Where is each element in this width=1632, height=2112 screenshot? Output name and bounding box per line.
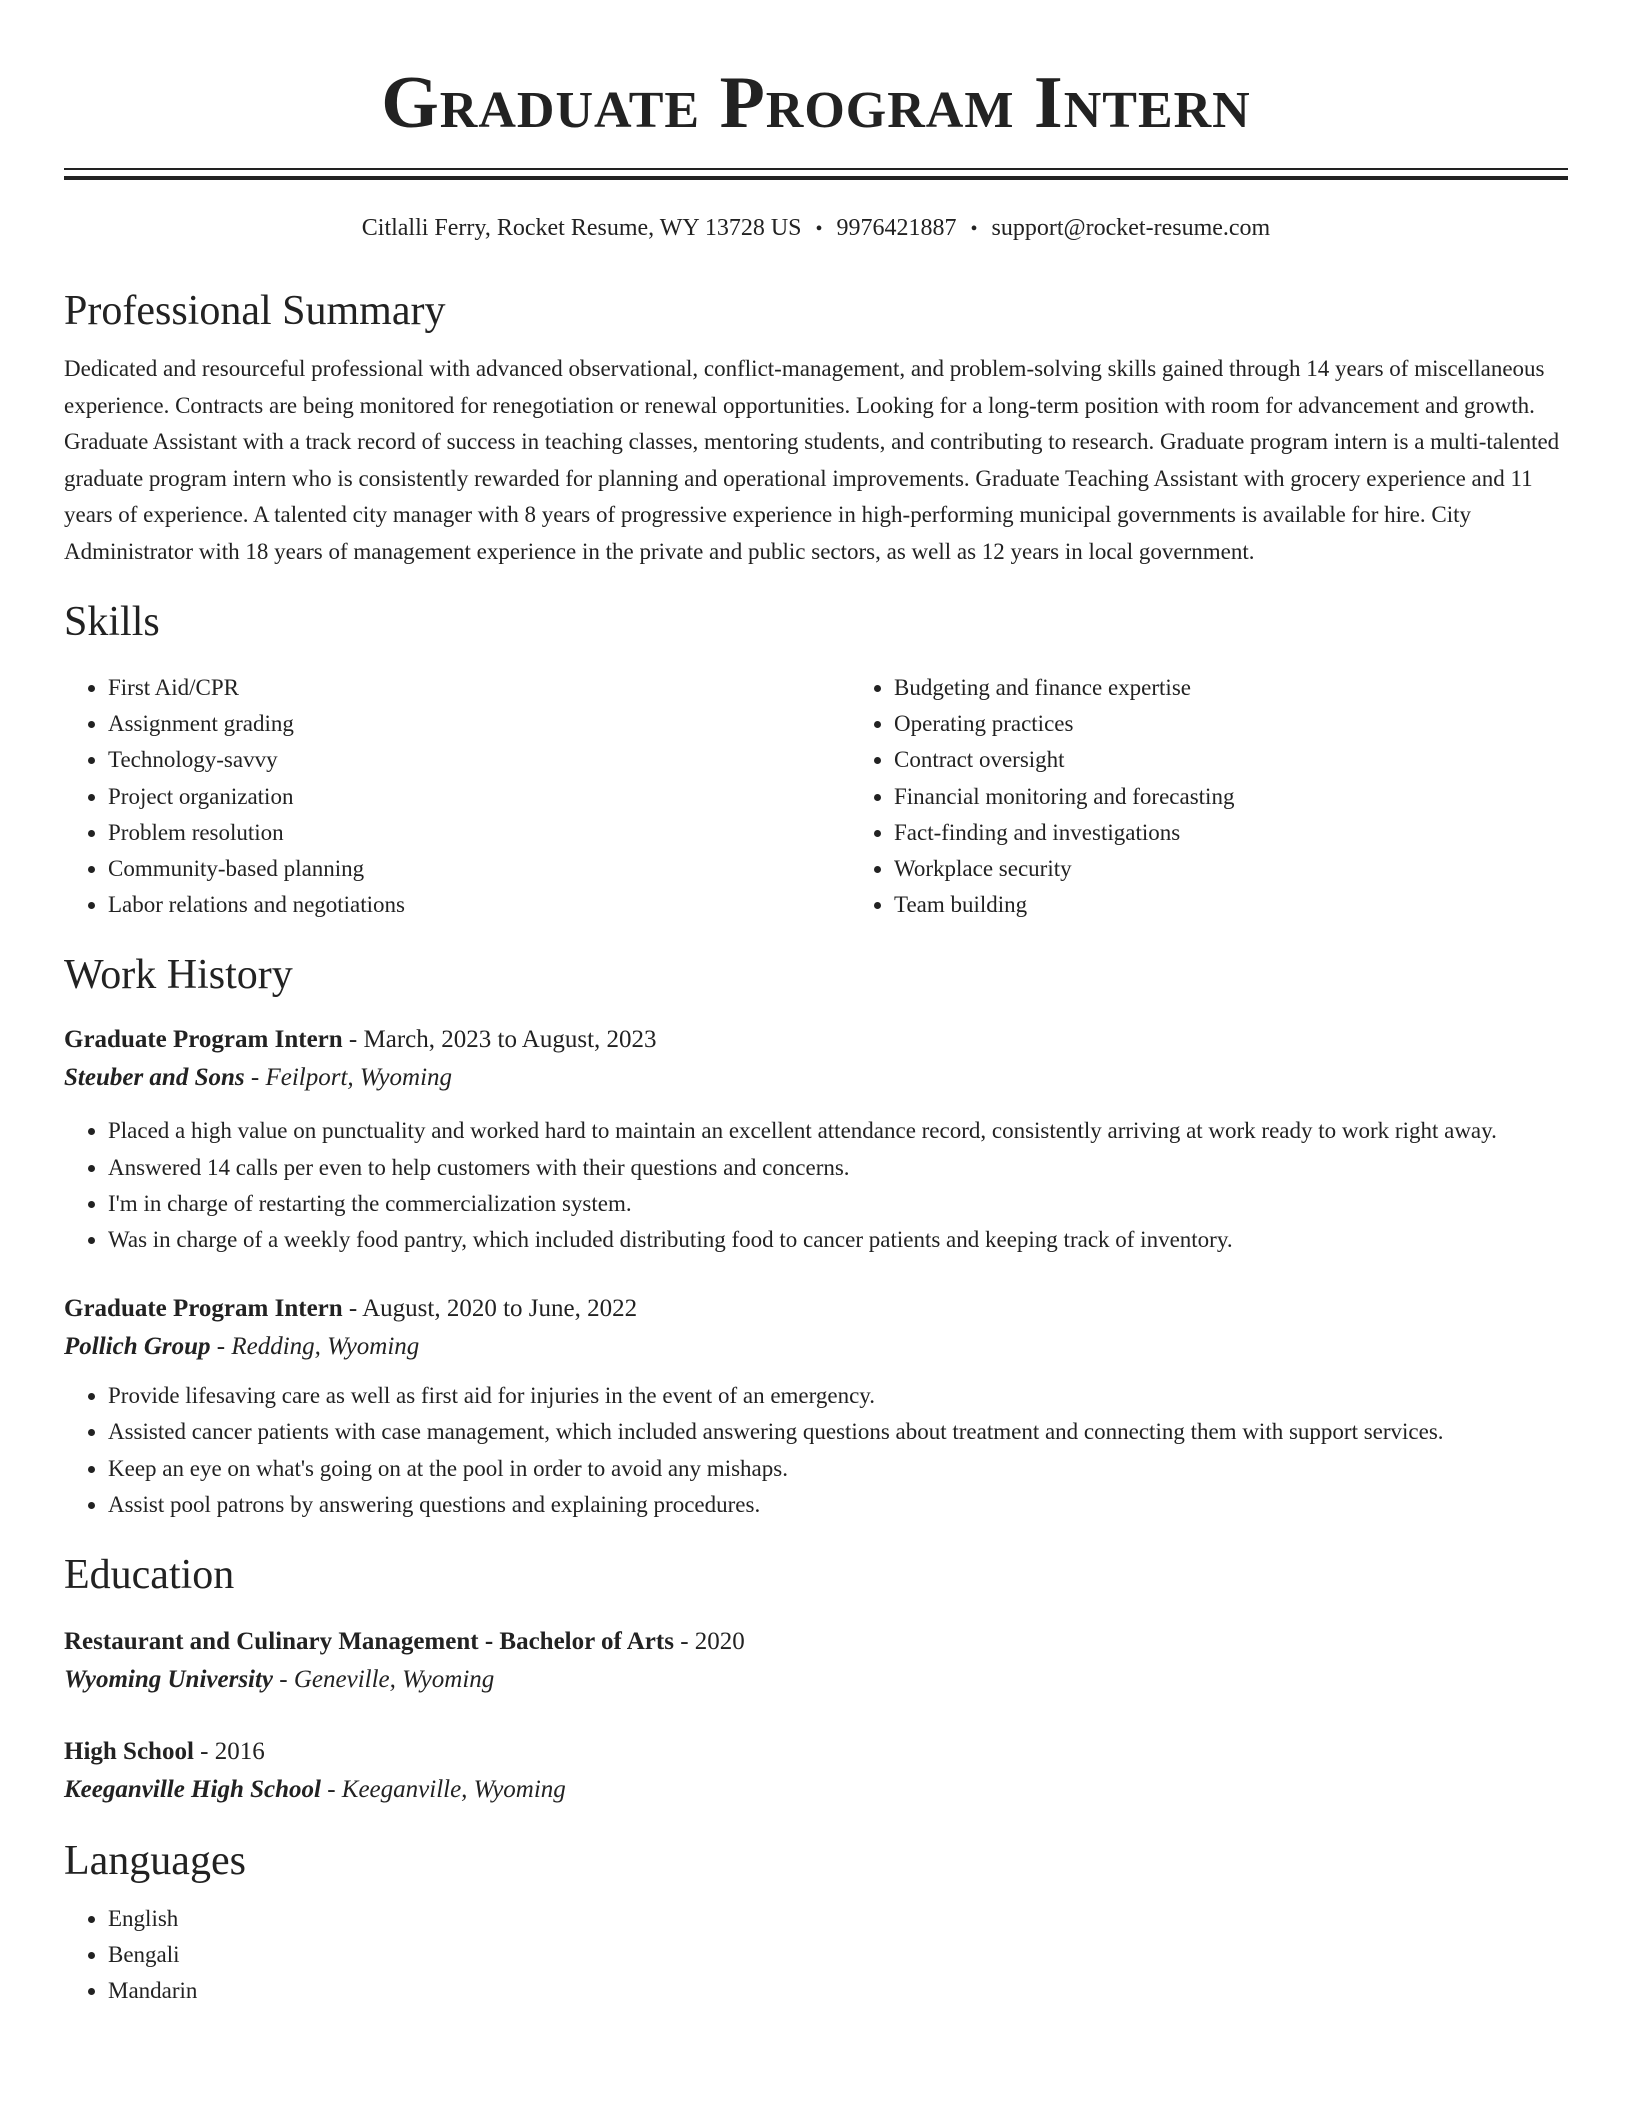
education-entry xyxy=(64,1623,1568,1699)
job-bullet: • Answered 14 calls per even to help customers with their questions and concerns. xyxy=(108,1150,1568,1186)
skill-item: • First Aid/CPR xyxy=(108,670,850,706)
school-line xyxy=(64,1771,1568,1809)
degree-line xyxy=(64,1733,1568,1771)
skills-list xyxy=(64,670,1568,923)
skill-item: • Financial monitoring and forecasting xyxy=(894,779,1632,815)
languages-heading: Languages xyxy=(64,1838,246,1885)
contact-separator: • xyxy=(815,218,823,240)
job-bullets xyxy=(64,1378,1568,1523)
contact-phone: 9976421887 xyxy=(836,215,957,241)
school-name: Wyoming University xyxy=(64,1666,274,1694)
job-bullet: • Assisted cancer patients with case management, which included answering questions about treatment and connecting them with support services. xyxy=(108,1414,1568,1450)
job-title: Graduate Program Intern xyxy=(64,1026,343,1054)
degree-name: Restaurant and Culinary Management - Bachelor of Arts xyxy=(64,1628,674,1656)
education-entry xyxy=(64,1733,1568,1809)
skill-item: • Community-based planning xyxy=(108,851,850,887)
resume-title: Graduate Program Intern xyxy=(381,62,1251,144)
skills-column-right xyxy=(850,670,1632,923)
contact-separator: • xyxy=(970,218,978,240)
job-dates: - March, 2023 to August, 2023 xyxy=(342,1026,657,1054)
skill-item: • Budgeting and finance expertise xyxy=(894,670,1632,706)
language-item: • Bengali xyxy=(108,1937,1568,1973)
company-location: - Feilport, Wyoming xyxy=(244,1064,453,1092)
company-line xyxy=(64,1059,1568,1097)
language-item: • English xyxy=(108,1901,1568,1937)
degree-name: High School xyxy=(64,1738,194,1766)
job-dates: - August, 2020 to June, 2022 xyxy=(342,1295,638,1323)
job-entry xyxy=(64,1290,1568,1523)
work-history-heading: Work History xyxy=(64,952,293,999)
title-divider-thin xyxy=(64,168,1568,170)
school-location: - Keeganville, Wyoming xyxy=(320,1776,566,1804)
job-bullets xyxy=(64,1113,1568,1258)
company-name: Steuber and Sons xyxy=(64,1064,245,1092)
degree-line xyxy=(64,1623,1568,1661)
job-bullet: • Keep an eye on what's going on at the pool in order to avoid any mishaps. xyxy=(108,1451,1568,1487)
school-name: Keeganville High School xyxy=(64,1776,321,1804)
school-line xyxy=(64,1661,1568,1699)
skill-item: • Project organization xyxy=(108,779,850,815)
contact-line xyxy=(64,212,1568,245)
skills-column-left xyxy=(64,670,850,923)
degree-year: - 2020 xyxy=(673,1628,745,1656)
degree-year: - 2016 xyxy=(193,1738,265,1766)
skill-item: • Problem resolution xyxy=(108,815,850,851)
skill-item: • Team building xyxy=(894,887,1632,923)
summary-heading: Professional Summary xyxy=(64,288,446,334)
skill-item: • Workplace security xyxy=(894,851,1632,887)
skill-item: • Labor relations and negotiations xyxy=(108,887,850,923)
skill-item: • Assignment grading xyxy=(108,706,850,742)
languages-list xyxy=(64,1901,1568,2010)
skill-item: • Contract oversight xyxy=(894,742,1632,778)
company-location: - Redding, Wyoming xyxy=(210,1333,420,1361)
skill-item: • Fact-finding and investigations xyxy=(894,815,1632,851)
job-bullet: • Placed a high value on punctuality and worked hard to maintain an excellent attendance record, consistently arriving at work ready to work right away. xyxy=(108,1113,1568,1149)
job-title-line xyxy=(64,1021,1568,1059)
skill-item: • Operating practices xyxy=(894,706,1632,742)
job-bullet: • Assist pool patrons by answering questions and explaining procedures. xyxy=(108,1487,1568,1523)
job-bullet: • I'm in charge of restarting the commercialization system. xyxy=(108,1186,1568,1222)
skill-item: • Technology-savvy xyxy=(108,742,850,778)
summary-text: Dedicated and resourceful professional with advanced observational, conflict-management, and problem-solving skills gained through 14 years of miscellaneous experience. Contracts are being monitored for renegotiation or renewal opportunities. Looking for a long-term position with room for advancement and growth. Graduate Assistant with a track record of success in teaching classes, mentoring students, and contributing to research. Graduate program intern is a multi-talented graduate program intern who is consistently rewarded for planning and operational improvements. Graduate Teaching Assistant with grocery experience and 11 years of experience. A talented city manager with 8 years of progressive experience in high-performing municipal governments is available for hire. City Administrator with 18 years of management experience in the private and public sectors, as well as 12 years in local government. xyxy=(64,356,1560,564)
company-name: Pollich Group xyxy=(64,1333,211,1361)
company-line xyxy=(64,1328,1568,1366)
school-location: - Geneville, Wyoming xyxy=(273,1666,495,1694)
job-title-line xyxy=(64,1290,1568,1328)
skills-heading: Skills xyxy=(64,599,160,645)
job-bullet: • Provide lifesaving care as well as first aid for injuries in the event of an emergency. xyxy=(108,1378,1568,1414)
job-bullet: • Was in charge of a weekly food pantry, which included distributing food to cancer patients and keeping track of inventory. xyxy=(108,1222,1568,1258)
contact-address: Citlalli Ferry, Rocket Resume, WY 13728 US xyxy=(361,215,802,241)
resume-page xyxy=(64,0,1568,2010)
job-title: Graduate Program Intern xyxy=(64,1295,343,1323)
language-item: • Mandarin xyxy=(108,1973,1568,2009)
education-heading: Education xyxy=(64,1552,235,1599)
job-entry xyxy=(64,1021,1568,1258)
title-divider-thick xyxy=(64,176,1568,180)
contact-email: support@rocket-resume.com xyxy=(991,215,1271,241)
